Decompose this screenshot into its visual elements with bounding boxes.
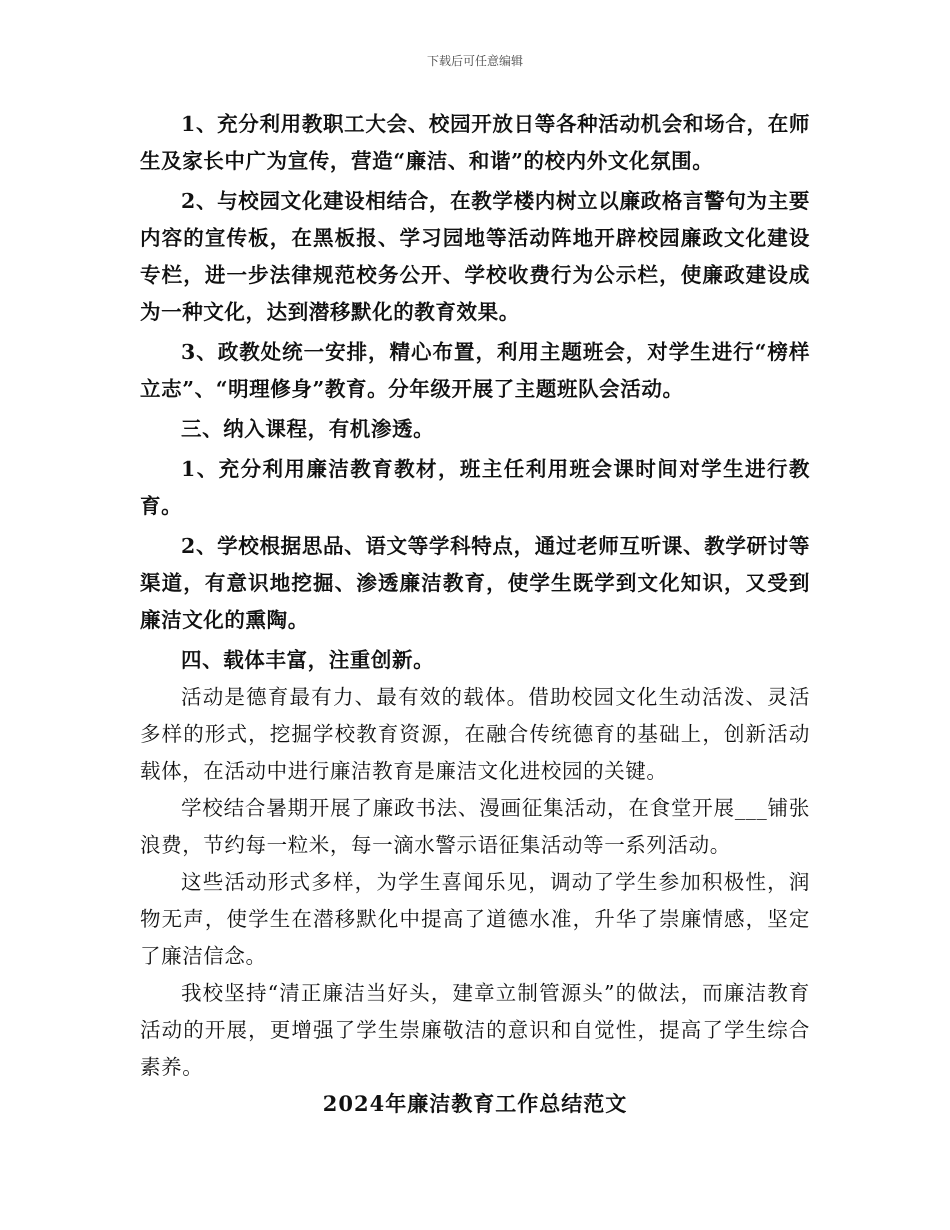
paragraph-3: 3、政教处统一安排，精心布置，利用主题班会，对学生进行“榜样立志”、“明理修身”教育。分年级开展了主题班队会活动。 xyxy=(140,340,810,401)
paragraph-8: 这些活动形式多样，为学生喜闻乐见，调动了学生参加积极性，润物无声，使学生在潜移默化中提高了道德水准，升华了崇廉情感，坚定了廉洁信念。 xyxy=(140,870,810,968)
section-heading-3: 三、纳入课程，有机渗透。 xyxy=(181,417,435,441)
paragraph-9: 我校坚持“清正廉洁当好头，建章立制管源头”的做法，而廉洁教育活动的开展，更增强了学生崇廉敬洁的意识和自觉性，提高了学生综合素养。 xyxy=(140,981,810,1079)
section-heading-4: 四、载体丰富，注重创新。 xyxy=(181,648,435,672)
paragraph-1: 1、充分利用教职工大会、校园开放日等各种活动机会和场合，在师生及家长中广为宣传，营造“廉洁、和谐”的校内外文化氛围。 xyxy=(140,112,810,173)
document-body xyxy=(140,106,810,1086)
page-header-note: 下载后可任意编辑 xyxy=(426,54,523,68)
paragraph-4: 1、充分利用廉洁教育教材，班主任利用班会课时间对学生进行教育。 xyxy=(140,457,810,518)
paragraph-2: 2、与校园文化建设相结合，在教学楼内树立以廉政格言警句为主要内容的宣传板，在黑板报、学习园地等活动阵地开辟校园廉政文化建设专栏，进一步法律规范校务公开、学校收费行为公示栏，使廉政建设成为一种文化，达到潜移默化的教育效果。 xyxy=(140,189,810,324)
paragraph-7: 学校结合暑期开展了廉政书法、漫画征集活动，在食堂开展___铺张浪费，节约每一粒米，每一滴水警示语征集活动等一系列活动。 xyxy=(140,796,810,857)
paragraph-6: 活动是德育最有力、最有效的载体。借助校园文化生动活泼、灵活多样的形式，挖掘学校教育资源，在融合传统德育的基础上，创新活动载体，在活动中进行廉洁教育是廉洁文化进校园的关键。 xyxy=(140,685,810,783)
next-document-title: 2024年廉洁教育工作总结范文 xyxy=(322,1091,628,1116)
paragraph-5: 2、学校根据思品、语文等学科特点，通过老师互听课、教学研讨等渠道，有意识地挖掘、渗透廉洁教育，使学生既学到文化知识，又受到廉洁文化的熏陶。 xyxy=(140,534,810,632)
